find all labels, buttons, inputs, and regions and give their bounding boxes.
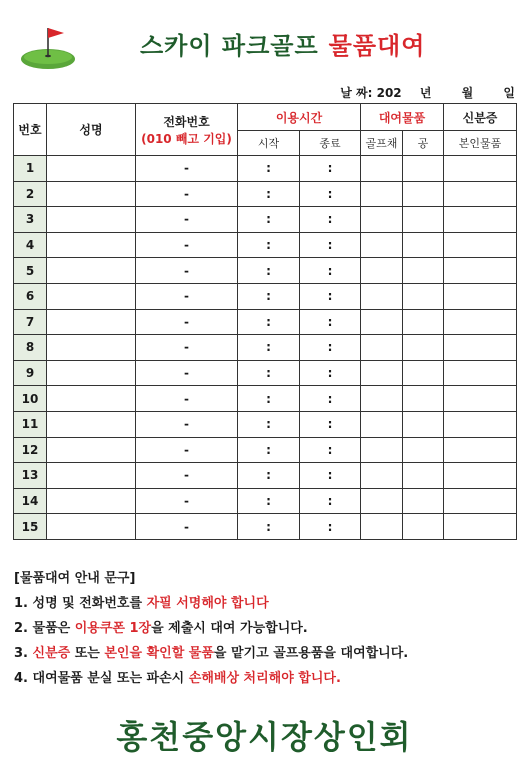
start-time-cell[interactable]: : [238,488,300,514]
start-time-cell[interactable]: : [238,207,300,233]
header-rental: 대여물품 [361,104,444,131]
name-cell[interactable] [47,207,136,233]
name-cell[interactable] [47,411,136,437]
table-body [14,156,517,540]
notice-line-3-text-a: 3. [14,646,33,661]
header-end: 종료 [300,131,361,156]
club-cell[interactable] [361,207,403,233]
phone-cell[interactable]: - [136,463,238,489]
end-time-cell[interactable]: : [300,411,361,437]
notice-line-1-text: 1. 성명 및 전화번호를 [14,596,147,611]
notice-line-4-text: 4. 대여물품 분실 또는 파손시 [14,671,189,686]
name-cell[interactable] [47,488,136,514]
club-cell[interactable] [361,232,403,258]
ball-cell[interactable] [403,488,444,514]
header-id-line1: 신분증 [444,104,517,131]
table-row [14,283,517,309]
start-time-cell[interactable]: : [238,514,300,540]
notice-line-3-emphasis-1: 신분증 [32,646,71,661]
row-number: 10 [14,386,47,412]
row-number: 14 [14,488,47,514]
phone-cell[interactable]: - [136,156,238,182]
name-cell[interactable] [47,156,136,182]
start-time-cell[interactable]: : [238,232,300,258]
row-number: 6 [14,283,47,309]
rental-table [13,103,517,540]
id-item-cell[interactable] [444,258,517,284]
header-phone-line1: 전화번호 [163,114,210,129]
start-time-cell[interactable]: : [238,335,300,361]
notice-line-3 [14,641,408,666]
club-cell[interactable] [361,488,403,514]
phone-cell[interactable]: - [136,258,238,284]
row-number: 8 [14,335,47,361]
header-club: 골프채 [361,131,403,156]
club-cell[interactable] [361,386,403,412]
end-time-cell[interactable]: : [300,514,361,540]
row-number: 13 [14,463,47,489]
date-month-unit: 월 [461,86,474,100]
id-item-cell[interactable] [444,309,517,335]
name-cell[interactable] [47,283,136,309]
club-cell[interactable] [361,411,403,437]
date-day-unit: 일 [503,86,515,100]
ball-cell[interactable] [403,258,444,284]
end-time-cell[interactable]: : [300,360,361,386]
id-item-cell[interactable] [444,232,517,258]
table-row [14,207,517,233]
start-time-cell[interactable]: : [238,181,300,207]
row-number: 1 [14,156,47,182]
header-start: 시작 [238,131,300,156]
title-accent: 물품대여 [328,32,426,60]
table-row [14,360,517,386]
club-cell[interactable] [361,156,403,182]
notice-line-1 [14,591,408,616]
end-time-cell[interactable]: : [300,386,361,412]
start-time-cell[interactable]: : [238,156,300,182]
id-item-cell[interactable] [444,514,517,540]
date-year-unit: 년 [419,86,432,100]
table-row [14,488,517,514]
phone-cell[interactable]: - [136,207,238,233]
notice-line-4-emphasis: 손해배상 처리해야 합니다. [188,671,341,686]
table-row [14,437,517,463]
notice-line-1-emphasis: 자필 서명해야 합니다 [146,596,269,611]
name-cell[interactable] [47,181,136,207]
start-time-cell[interactable]: : [238,309,300,335]
club-cell[interactable] [361,514,403,540]
row-number: 5 [14,258,47,284]
row-number: 9 [14,360,47,386]
phone-cell[interactable]: - [136,360,238,386]
ball-cell[interactable] [403,232,444,258]
row-number: 3 [14,207,47,233]
golf-flag-icon [18,24,78,72]
start-time-cell[interactable]: : [238,411,300,437]
header-number: 번호 [14,104,47,156]
header-id-line2: 본인물품 [444,131,517,156]
header-phone [136,104,238,156]
title-main: 스카이 파크골프 [140,32,319,60]
notice [14,566,408,691]
club-cell[interactable] [361,335,403,361]
notice-line-2-text-c: 을 제출시 대여 가능합니다. [151,621,308,636]
ball-cell[interactable] [403,207,444,233]
start-time-cell[interactable]: : [238,360,300,386]
name-cell[interactable] [47,386,136,412]
ball-cell[interactable] [403,411,444,437]
id-item-cell[interactable] [444,437,517,463]
notice-line-3-emphasis-2: 본인을 확인할 물품 [104,646,214,661]
club-cell[interactable] [361,283,403,309]
end-time-cell[interactable]: : [300,463,361,489]
table-row [14,156,517,182]
ball-cell[interactable] [403,309,444,335]
start-time-cell[interactable]: : [238,463,300,489]
notice-line-4 [14,666,408,691]
notice-line-2 [14,616,408,641]
name-cell[interactable] [47,335,136,361]
id-item-cell[interactable] [444,488,517,514]
end-time-cell[interactable]: : [300,207,361,233]
phone-cell[interactable]: - [136,232,238,258]
start-time-cell[interactable]: : [238,386,300,412]
table-row [14,232,517,258]
name-cell[interactable] [47,360,136,386]
table-row [14,463,517,489]
name-cell[interactable] [47,309,136,335]
table-row [14,411,517,437]
header-phone-line2: (010 빼고 기입) [141,131,232,146]
phone-cell[interactable]: - [136,309,238,335]
ball-cell[interactable] [403,386,444,412]
table-row [14,335,517,361]
date-line [340,84,515,101]
phone-cell[interactable]: - [136,488,238,514]
id-item-cell[interactable] [444,360,517,386]
row-number: 11 [14,411,47,437]
id-item-cell[interactable] [444,283,517,309]
date-label: 날 짜: 202 [340,86,402,100]
phone-cell[interactable]: - [136,386,238,412]
club-cell[interactable] [361,463,403,489]
start-time-cell[interactable]: : [238,283,300,309]
ball-cell[interactable] [403,437,444,463]
id-item-cell[interactable] [444,463,517,489]
table-row [14,386,517,412]
name-cell[interactable] [47,437,136,463]
ball-cell[interactable] [403,463,444,489]
phone-cell[interactable]: - [136,437,238,463]
phone-cell[interactable]: - [136,514,238,540]
start-time-cell[interactable]: : [238,258,300,284]
end-time-cell[interactable]: : [300,437,361,463]
name-cell[interactable] [47,514,136,540]
end-time-cell[interactable]: : [300,232,361,258]
name-cell[interactable] [47,463,136,489]
notice-heading: [물품대여 안내 문구] [14,571,136,586]
end-time-cell[interactable]: : [300,309,361,335]
ball-cell[interactable] [403,181,444,207]
id-item-cell[interactable] [444,386,517,412]
club-cell[interactable] [361,309,403,335]
row-number: 7 [14,309,47,335]
club-cell[interactable] [361,181,403,207]
table-row [14,258,517,284]
header-name: 성명 [47,104,136,156]
ball-cell[interactable] [403,360,444,386]
name-cell[interactable] [47,258,136,284]
name-cell[interactable] [47,232,136,258]
table-row [14,514,517,540]
footer-org-name: 홍천중앙시장상인회 [116,718,413,756]
table-row [14,309,517,335]
row-number: 2 [14,181,47,207]
end-time-cell[interactable]: : [300,156,361,182]
row-number: 12 [14,437,47,463]
ball-cell[interactable] [403,283,444,309]
end-time-cell[interactable]: : [300,258,361,284]
id-item-cell[interactable] [444,207,517,233]
phone-cell[interactable]: - [136,283,238,309]
id-item-cell[interactable] [444,335,517,361]
page-title [140,26,425,61]
ball-cell[interactable] [403,156,444,182]
phone-cell[interactable]: - [136,181,238,207]
end-time-cell[interactable]: : [300,181,361,207]
start-time-cell[interactable]: : [238,437,300,463]
header-ball: 공 [403,131,444,156]
header [0,0,529,80]
ball-cell[interactable] [403,514,444,540]
end-time-cell[interactable]: : [300,283,361,309]
id-item-cell[interactable] [444,156,517,182]
id-item-cell[interactable] [444,411,517,437]
header-usage-time: 이용시간 [238,104,361,131]
notice-line-3-text-c: 또는 [70,646,105,661]
ball-cell[interactable] [403,335,444,361]
row-number: 15 [14,514,47,540]
row-number: 4 [14,232,47,258]
table-row [14,181,517,207]
club-cell[interactable] [361,258,403,284]
notice-line-2-text-a: 2. 물품은 [14,621,75,636]
end-time-cell[interactable]: : [300,335,361,361]
club-cell[interactable] [361,437,403,463]
id-item-cell[interactable] [444,181,517,207]
phone-cell[interactable]: - [136,335,238,361]
end-time-cell[interactable]: : [300,488,361,514]
phone-cell[interactable]: - [136,411,238,437]
notice-line-3-text-e: 을 맡기고 골프용품을 대여합니다. [213,646,409,661]
notice-line-2-emphasis: 이용쿠폰 1장 [74,621,152,636]
club-cell[interactable] [361,360,403,386]
